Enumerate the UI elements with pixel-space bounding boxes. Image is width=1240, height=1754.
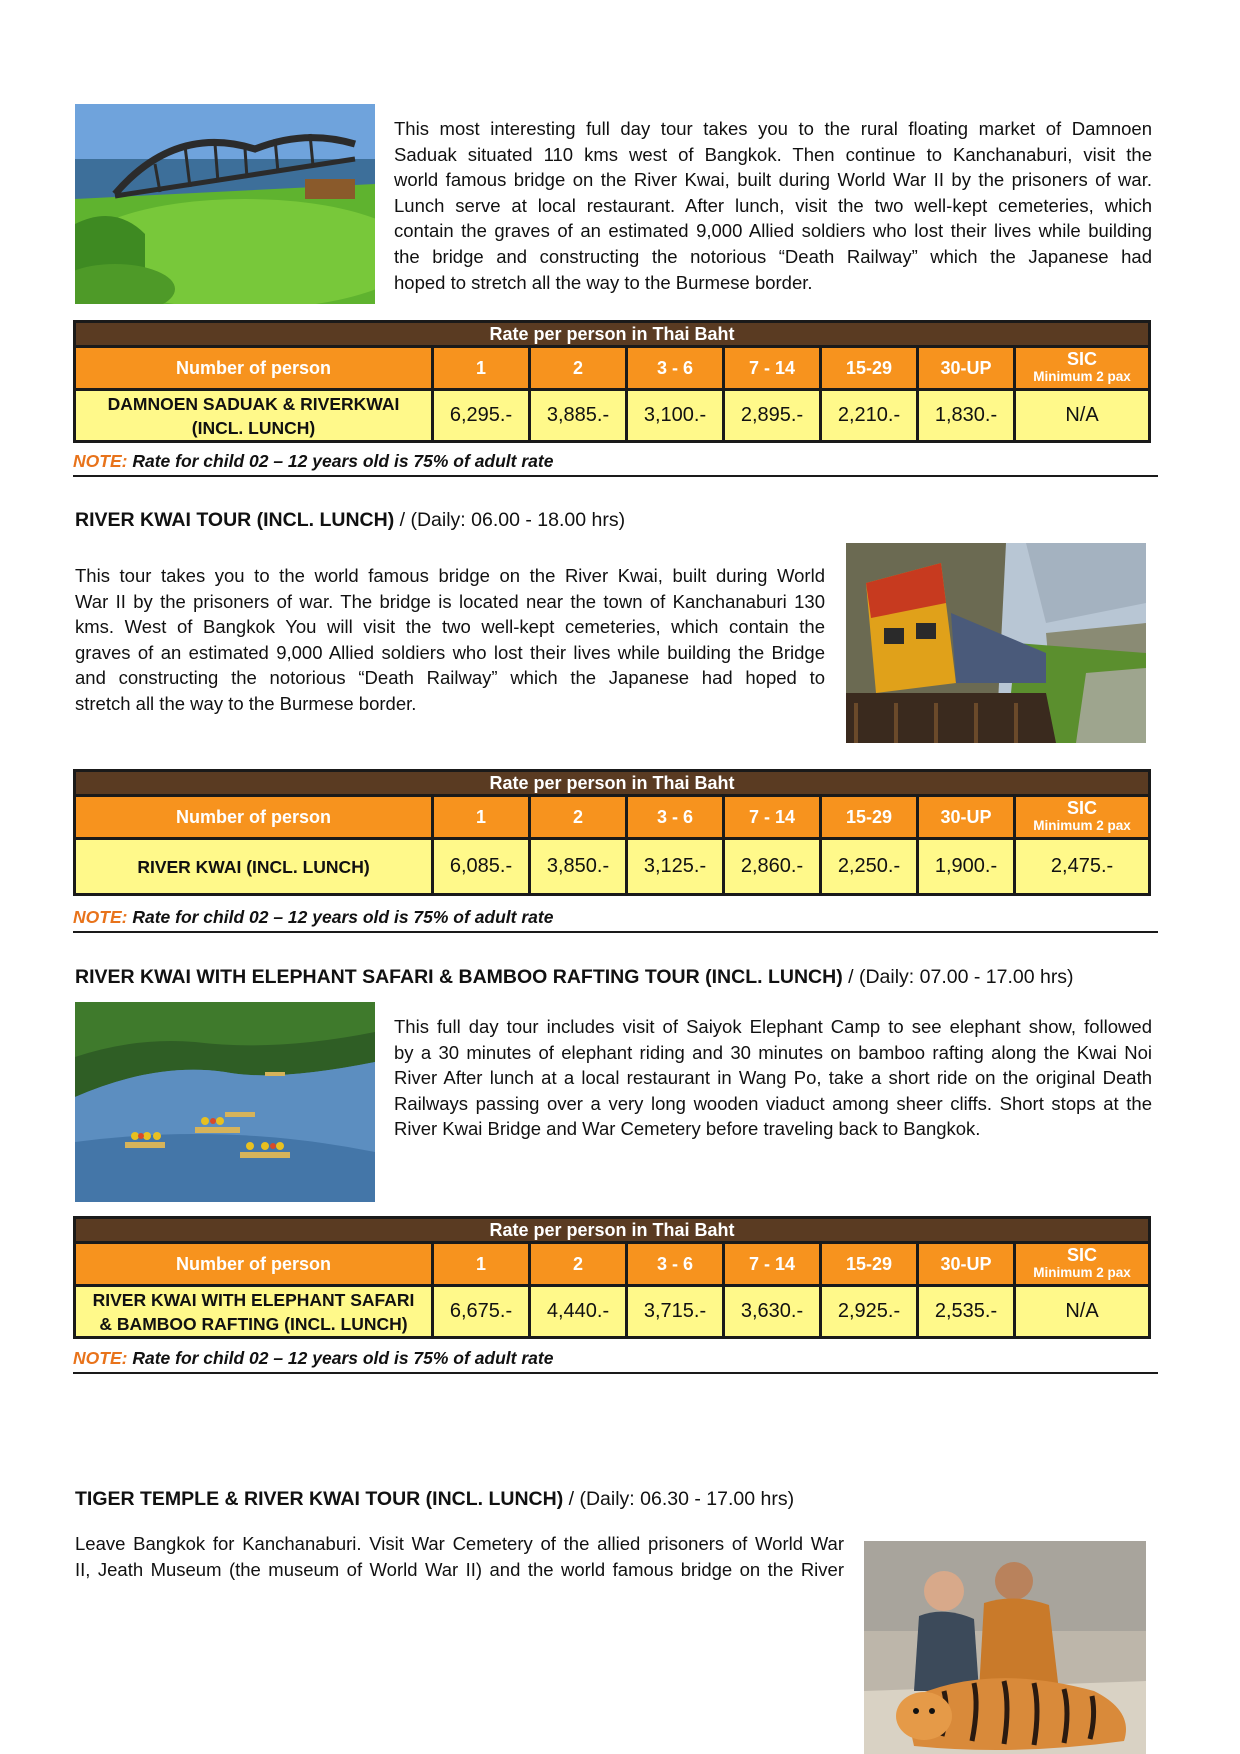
bamboo-rafting-photo <box>75 1002 375 1202</box>
header-sic: SIC Minimum 2 pax <box>1015 347 1150 390</box>
tour-1-rate-table <box>73 320 1151 443</box>
rate-cell: 3,715.- <box>627 1286 724 1338</box>
rate-table-title: Rate per person in Thai Baht <box>75 771 1150 796</box>
rate-cell: 6,295.- <box>433 390 530 442</box>
header-pax-7-14: 7 - 14 <box>724 1243 821 1286</box>
header-pax-2: 2 <box>530 796 627 839</box>
header-pax-3-6: 3 - 6 <box>627 796 724 839</box>
tour-3-description: This full day tour includes visit of Saiyok Elephant Camp to see elephant show, followed by a 30 minutes of elephant riding and 30 minutes on bamboo rafting along the Kwai Noi River After lunch at a local restaurant in Wang Po, take a short ride on the original Death Railways passing over a very long wooden viaduct among sheer cliffs. Short stops at the River Kwai Bridge and War Cemetery before traveling back to Bangkok. <box>394 1016 1152 1140</box>
rate-cell: 4,440.- <box>530 1286 627 1338</box>
rate-table-title: Rate per person in Thai Baht <box>75 1218 1150 1243</box>
rate-cell: 1,830.- <box>918 390 1015 442</box>
header-pax-7-14: 7 - 14 <box>724 796 821 839</box>
header-pax-30-up: 30-UP <box>918 796 1015 839</box>
header-number-of-person: Number of person <box>75 347 433 390</box>
rate-cell: 2,895.- <box>724 390 821 442</box>
rate-cell: 1,900.- <box>918 839 1015 895</box>
tour-4-heading: TIGER TEMPLE & RIVER KWAI TOUR (INCL. LUNCH) / (Daily: 06.30 - 17.00 hrs) <box>75 1488 795 1510</box>
row-tour-name: RIVER KWAI WITH ELEPHANT SAFARI & BAMBOO RAFTING (INCL. LUNCH) <box>75 1286 433 1338</box>
rate-table-title: Rate per person in Thai Baht <box>75 322 1150 347</box>
header-pax-2: 2 <box>530 1243 627 1286</box>
tour-4-description: Leave Bangkok for Kanchanaburi. Visit War Cemetery of the allied prisoners of World War II, Jeath Museum (the museum of World War II) and the world famous bridge on the River <box>75 1533 844 1580</box>
header-pax-1: 1 <box>433 796 530 839</box>
rate-cell: 2,250.- <box>821 839 918 895</box>
header-number-of-person: Number of person <box>75 796 433 839</box>
header-pax-30-up: 30-UP <box>918 347 1015 390</box>
rate-cell: 2,925.- <box>821 1286 918 1338</box>
header-pax-3-6: 3 - 6 <box>627 347 724 390</box>
rate-cell: 2,860.- <box>724 839 821 895</box>
tour-1-description: This most interesting full day tour takes you to the rural floating market of Damnoen Saduak situated 110 kms west of Bangkok. Then continue to Kanchanaburi, visit the world famous bridge on the River Kwai, built during World War II by the prisoners of war. Lunch serve at local restaurant. After lunch, visit the two well-kept cemeteries, which contain the graves of an estimated 9,000 Allied soldiers who lost their lives while building the bridge and constructing the notorious “Death Railway” which the Japanese had hoped to stretch all the way to the Burmese border. <box>394 118 1152 293</box>
tour-1-note: NOTE: Rate for child 02 – 12 years old is 75% of adult rate <box>73 451 1158 477</box>
rate-cell: 3,630.- <box>724 1286 821 1338</box>
rate-cell-sic: N/A <box>1015 1286 1150 1338</box>
header-pax-15-29: 15-29 <box>821 1243 918 1286</box>
header-pax-2: 2 <box>530 347 627 390</box>
tour-2-rate-table <box>73 769 1151 896</box>
header-pax-15-29: 15-29 <box>821 347 918 390</box>
row-tour-name: RIVER KWAI (INCL. LUNCH) <box>75 839 433 895</box>
header-pax-15-29: 15-29 <box>821 796 918 839</box>
rate-cell: 6,675.- <box>433 1286 530 1338</box>
header-number-of-person: Number of person <box>75 1243 433 1286</box>
header-sic: SIC Minimum 2 pax <box>1015 1243 1150 1286</box>
tour-2-heading: RIVER KWAI TOUR (INCL. LUNCH) / (Daily: 06.00 - 18.00 hrs) <box>75 509 626 531</box>
header-pax-30-up: 30-UP <box>918 1243 1015 1286</box>
rate-cell: 6,085.- <box>433 839 530 895</box>
tour-3-heading: RIVER KWAI WITH ELEPHANT SAFARI & BAMBOO RAFTING TOUR (INCL. LUNCH) / (Daily: 07.00 - 17.00 hrs) <box>75 966 1074 988</box>
death-railway-train-photo <box>846 543 1146 743</box>
rate-cell: 3,850.- <box>530 839 627 895</box>
header-sic: SIC Minimum 2 pax <box>1015 796 1150 839</box>
header-pax-7-14: 7 - 14 <box>724 347 821 390</box>
rate-cell: 2,535.- <box>918 1286 1015 1338</box>
row-tour-name: DAMNOEN SADUAK & RIVERKWAI (INCL. LUNCH) <box>75 390 433 442</box>
rate-cell-sic: 2,475.- <box>1015 839 1150 895</box>
rate-cell: 3,885.- <box>530 390 627 442</box>
rate-cell: 2,210.- <box>821 390 918 442</box>
tour-3-note: NOTE: Rate for child 02 – 12 years old is 75% of adult rate <box>73 1348 1158 1374</box>
rate-cell: 3,125.- <box>627 839 724 895</box>
rate-cell: 3,100.- <box>627 390 724 442</box>
tour-3-rate-table <box>73 1216 1151 1339</box>
bridge-river-kwai-photo <box>75 104 375 304</box>
header-pax-3-6: 3 - 6 <box>627 1243 724 1286</box>
tiger-temple-photo <box>864 1541 1146 1754</box>
rate-cell-sic: N/A <box>1015 390 1150 442</box>
tour-2-note: NOTE: Rate for child 02 – 12 years old is 75% of adult rate <box>73 907 1158 933</box>
tour-2-description: This tour takes you to the world famous bridge on the River Kwai, built during World War II by the prisoners of war. The bridge is located near the town of Kanchanaburi 130 kms. West of Bangkok You will visit the two well-kept cemeteries, which contain the graves of an estimated 9,000 Allied soldiers who lost their lives while building the Bridge and constructing the notorious “Death Railway” which the Japanese had hoped to stretch all the way to the Burmese border. <box>75 565 825 714</box>
header-pax-1: 1 <box>433 1243 530 1286</box>
header-pax-1: 1 <box>433 347 530 390</box>
